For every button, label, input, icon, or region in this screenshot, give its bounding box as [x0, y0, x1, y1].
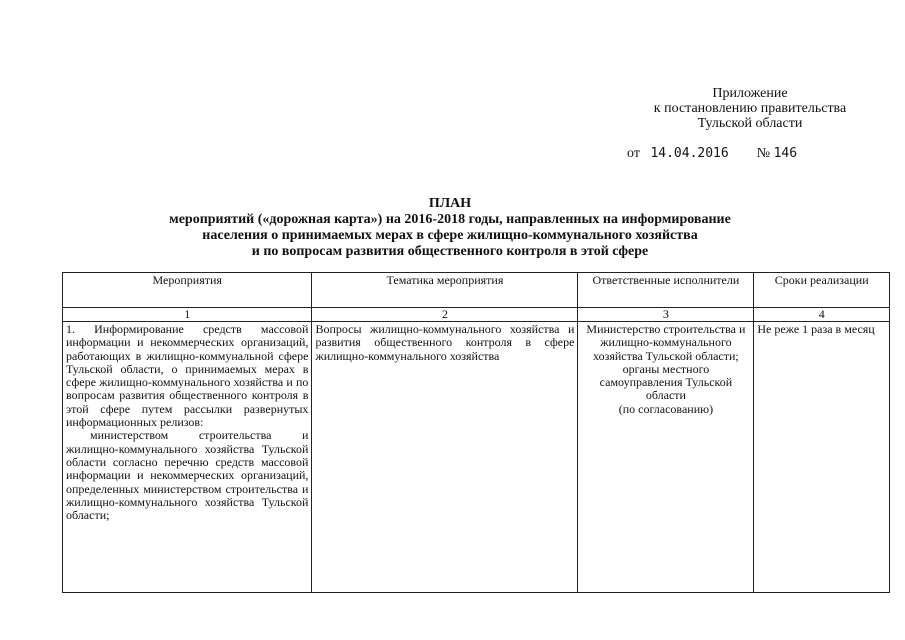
decree-dateline [627, 146, 797, 162]
table-row [63, 322, 890, 593]
title-line-3: и по вопросам развития общественного контроля в этой сфере [251, 244, 649, 259]
column-number: 2 [312, 308, 578, 322]
event-cell [63, 322, 312, 593]
column-number: 1 [63, 308, 312, 322]
plan-table [62, 272, 890, 593]
title-line-1: мероприятий («дорожная карта») на 2016-2018 годы, направленных на информирование [169, 212, 731, 227]
decree-date: 14.04.2016 [650, 146, 729, 161]
column-number: 4 [754, 308, 890, 322]
event-main-text: 1. Информирование средств массовой информации и некоммерческих организаций, работающих в жилищно-коммунальной сфере Тульской области, о принимаемых мерах в сфере жилищно-коммунального хозяйства и по вопросам развития общественного контроля в этой сфере путем рассылки развернутых информационных релизов: [66, 322, 309, 430]
table-header-row [63, 273, 890, 308]
event-sub-text: министерством строительства и жилищно-коммунального хозяйства Тульской области согласно перечню средств массовой информации и некоммерческих организаций, определенных министерством строительства и жилищно-коммунального хозяйства Тульской области; [66, 428, 309, 523]
appendix-block [600, 86, 900, 131]
executors-note: (по согласованию) [618, 401, 714, 416]
header-executors: Ответственные исполнители [578, 273, 754, 308]
document-title [130, 196, 770, 260]
date-label: от [627, 146, 640, 161]
column-number: 3 [578, 308, 754, 322]
topic-cell [312, 322, 578, 593]
title-heading: ПЛАН [428, 196, 472, 211]
decree-number: 146 [773, 146, 798, 161]
executors-local: органы местного самоуправления Тульской области [599, 361, 733, 403]
column-number-row [63, 308, 890, 322]
appendix-decree: к постановлению правительства [653, 101, 847, 116]
topic-text: Вопросы жилищно-коммунального хозяйства и развития общественного контроля в сфере жилищно-коммунального хозяйства [315, 322, 575, 363]
deadline-text: Не реже 1 раза в месяц [757, 322, 875, 336]
executors-cell [578, 322, 754, 593]
appendix-region: Тульской области [697, 116, 803, 131]
header-topic: Тематика мероприятия [312, 273, 578, 308]
header-events: Мероприятия [63, 273, 312, 308]
number-label: № [756, 146, 771, 161]
appendix-title: Приложение [712, 86, 788, 101]
executors-ministry: Министерство строительства и жилищно-коммунального хозяйства Тульской области; [586, 322, 746, 363]
header-deadline: Сроки реализации [754, 273, 890, 308]
title-line-2: населения о принимаемых мерах в сфере жилищно-коммунального хозяйства [202, 228, 698, 243]
deadline-cell [754, 322, 890, 593]
